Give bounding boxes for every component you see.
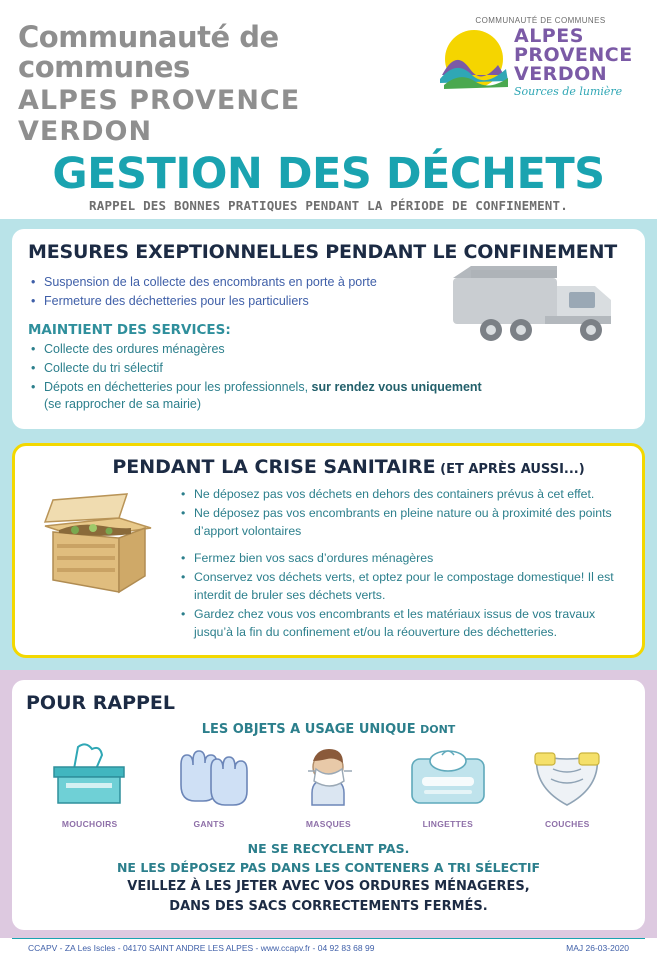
icon-label: MASQUES	[305, 818, 351, 829]
icon-label: COUCHES	[544, 818, 590, 829]
logo-top-text: COMMUNAUTÉ DE COMMUNES	[475, 16, 606, 25]
rdv-bold: sur rendez vous uniquement	[311, 379, 482, 394]
closing-text	[26, 839, 631, 918]
logo-mountain-sun-icon	[438, 29, 510, 95]
logo-body	[438, 27, 643, 97]
logo-wordmark	[510, 27, 633, 97]
objets-text: LES OBJETS A USAGE UNIQUE	[201, 721, 416, 737]
ccapv-logo	[438, 16, 643, 97]
mairie-note: (se rapprocher de sa mairie)	[44, 396, 202, 411]
logo-tagline: Sources de lumière	[514, 85, 623, 98]
icon-item-lingettes	[394, 743, 502, 829]
crise-bullets-group1	[179, 486, 628, 540]
closing-line-1: NE SE RECYCLENT PAS.	[247, 840, 410, 856]
footer-update: MAJ 26-03-2020	[566, 942, 629, 953]
icon-label: MOUCHOIRS	[61, 818, 118, 829]
list-item: • Ne déposez pas vos encombrants en pleine nature ou à proximité des points d’apport volontaires	[179, 505, 628, 541]
page-title: GESTION DES DÉCHETS	[52, 148, 605, 199]
crise-heading-block	[69, 456, 628, 478]
poster-header	[0, 0, 657, 151]
closing-line-4: DANS DES SACS CORRECTEMENTS FERMÉS.	[169, 899, 488, 915]
crise-heading: PENDANT LA CRISE SANITAIRE	[112, 455, 436, 478]
closing-line-3: VEILLEZ À LES JETER AVEC VOS ORDURES MÉNAGERES,	[127, 879, 530, 895]
compost-bin-icon	[23, 488, 163, 603]
org-name-block	[18, 16, 438, 147]
list-item: • Collecte des ordures ménagères	[28, 340, 629, 359]
logo-line-3: VERDON	[514, 63, 608, 85]
crise-card	[12, 443, 645, 658]
tissue-box-icon	[44, 796, 136, 813]
mask-person-icon	[282, 796, 374, 813]
section-rappel	[0, 670, 657, 938]
maintient-subheading: MAINTIENT DES SERVICES:	[28, 322, 231, 339]
icon-item-mouchoirs	[36, 743, 144, 829]
icon-label: GANTS	[193, 818, 225, 829]
list-item: • Ne déposez pas vos déchets en dehors des containers prévus à cet effet.	[179, 486, 628, 504]
mesures-heading: MESURES EXEPTIONNELLES PENDANT LE CONFINEMENT	[28, 240, 618, 263]
list-item-rdv	[28, 378, 629, 397]
list-item: • Collecte du tri sélectif	[28, 359, 629, 378]
crise-heading-suffix: (ET APRÈS AUSSI...)	[440, 461, 585, 477]
spacer	[179, 541, 628, 550]
icon-item-masques	[274, 743, 382, 829]
poster-footer	[12, 938, 645, 959]
list-item: • Fermez bien vos sacs d’ordures ménagères	[179, 550, 628, 568]
diaper-icon	[521, 796, 613, 813]
mesures-card	[12, 229, 645, 429]
title-band	[0, 148, 657, 219]
icon-item-couches	[513, 743, 621, 829]
list-item: • Suspension de la collecte des encombrants en porte à porte	[28, 273, 629, 292]
gloves-icon	[163, 796, 255, 813]
page-subtitle: RAPPEL DES BONNES PRATIQUES PENDANT LA PÉRIODE DE CONFINEMENT.	[89, 197, 568, 213]
section-mesures	[0, 219, 657, 441]
section-crise	[0, 441, 657, 670]
org-line2: ALPES PROVENCE VERDON	[18, 84, 301, 147]
org-line1: Communauté de communes	[18, 20, 279, 85]
garbage-truck-icon	[445, 256, 635, 361]
wipes-pack-icon	[402, 796, 494, 813]
footer-address: CCAPV - ZA Les Iscles - 04170 SAINT ANDRE LES ALPES - www.ccapv.fr - 04 92 83 68 99	[28, 942, 375, 953]
closing-line-2: NE LES DÉPOSEZ PAS DANS LES CONTENERS A TRI SÉLECTIF	[116, 859, 541, 875]
crise-bullets-group2	[179, 550, 628, 641]
icons-row	[26, 743, 631, 829]
rappel-heading: POUR RAPPEL	[26, 691, 176, 714]
icon-item-gants	[155, 743, 263, 829]
objets-line	[26, 722, 631, 737]
icon-label: LINGETTES	[422, 818, 474, 829]
rdv-text: Dépots en déchetteries pour les professionnels,	[44, 379, 312, 394]
objets-text-small: DONT	[420, 722, 456, 736]
list-item: • Fermeture des déchetteries pour les particuliers	[28, 292, 629, 311]
list-item: • Gardez chez vous vos encombrants et les matériaux issus de vos travaux jusqu’à la fin du confinement et/ou la réouverture des déchetteries.	[179, 606, 628, 642]
logo-line-1: ALPES	[514, 25, 584, 47]
logo-line-2: PROVENCE	[514, 44, 633, 66]
list-item: • Conservez vos déchets verts, et optez pour le compostage domestique! Il est interdit de bruler ses déchets verts.	[179, 569, 628, 605]
rappel-card	[12, 680, 645, 930]
